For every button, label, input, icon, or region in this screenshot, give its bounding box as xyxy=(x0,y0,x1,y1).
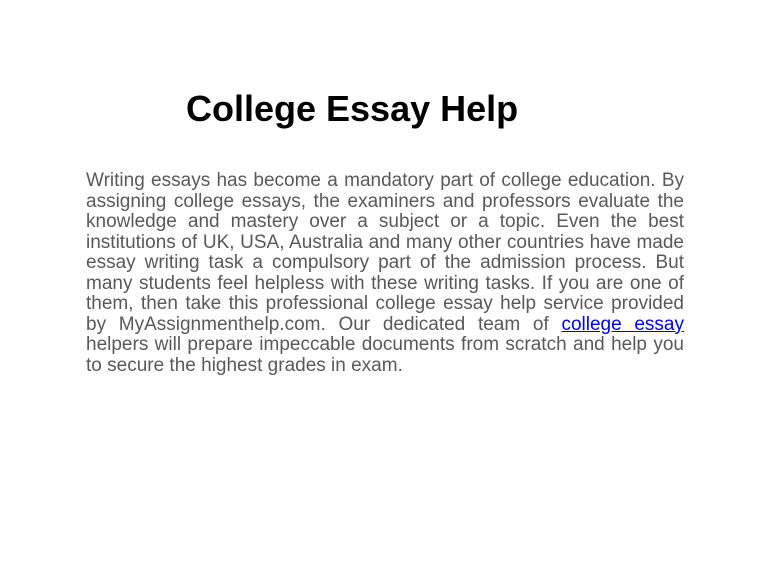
slide-title: College Essay Help xyxy=(186,88,519,129)
college-essay-link[interactable]: college essay xyxy=(561,313,685,335)
paragraph-text-after-link: helpers will prepare impeccable documents from scratch and help you to secure the highest grades in exam. xyxy=(86,334,684,376)
body-paragraph xyxy=(86,171,684,376)
paragraph-text-before-link: Writing essays has become a mandatory part of college education. By assigning college essays, the examiners and professors evaluate the knowledge and mastery over a subject or a topic. Even the best institutions of UK, USA, Australia and many other countries have made essay writing task a compulsory part of the admission process. But many students feel helpless with these writing tasks. If you are one of them, then take this professional college essay help service provided by MyAssignmenthelp.com. Our dedicated team of xyxy=(86,170,684,335)
